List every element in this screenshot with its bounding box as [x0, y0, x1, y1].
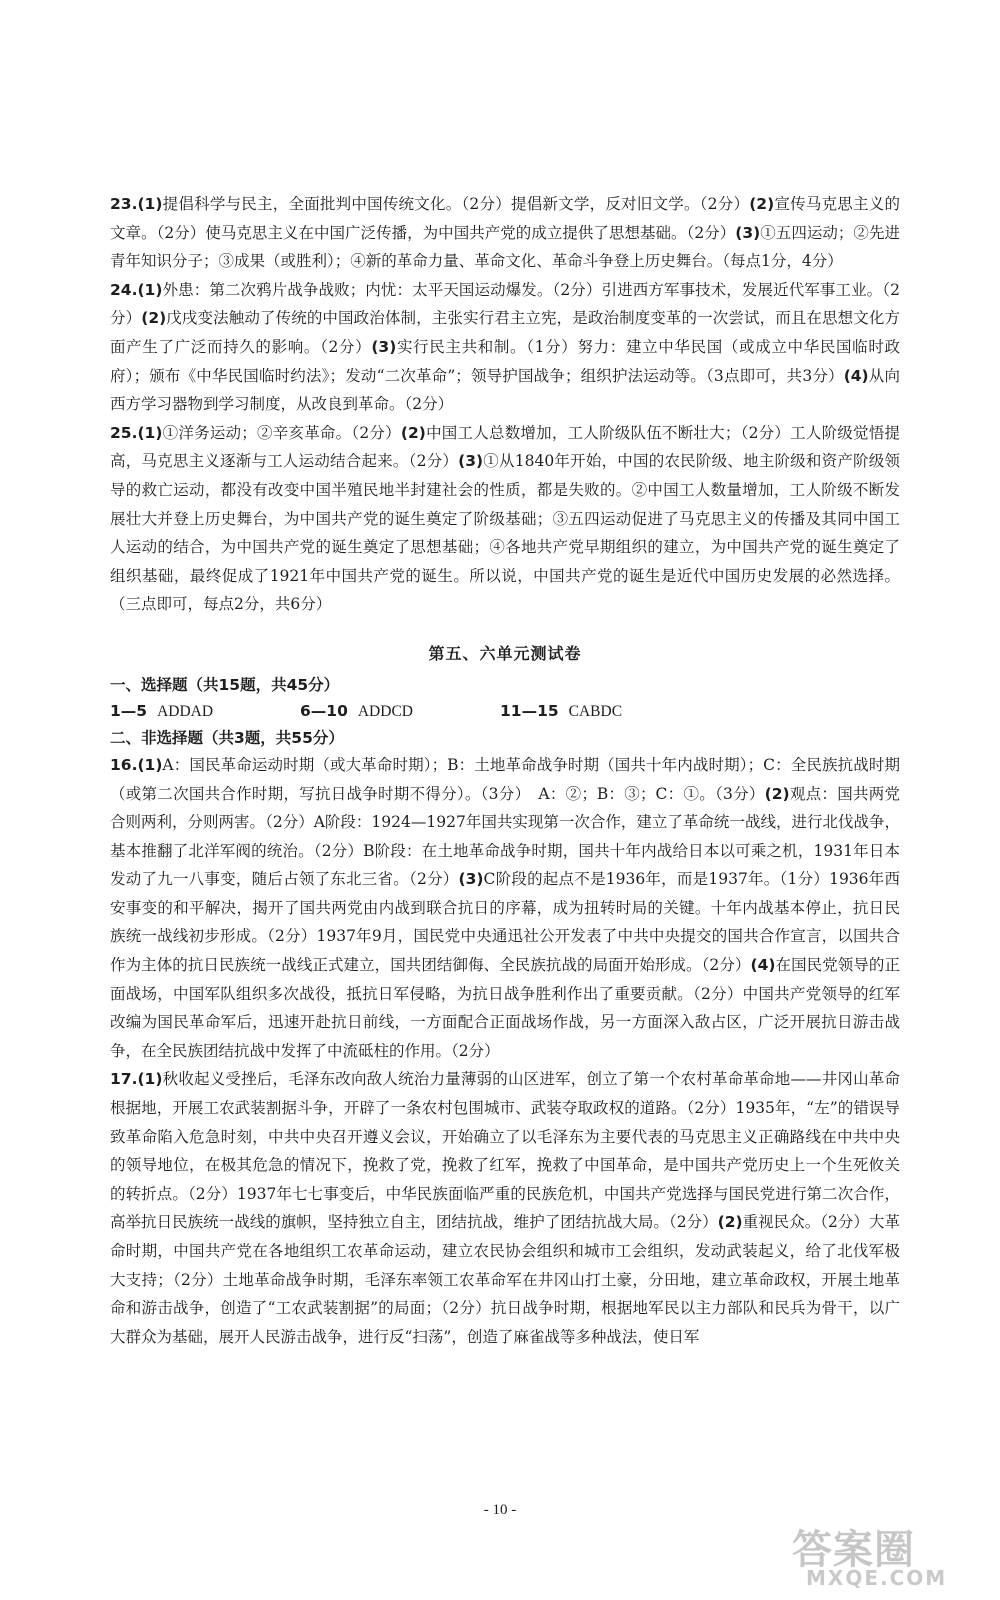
watermark-url: MXQE.COM [806, 1566, 948, 1590]
question-number: 24. [110, 280, 138, 299]
question-number: 17. [110, 1070, 138, 1089]
question-23: 23.(1)提倡科学与民主，全面批判中国传统文化。（2分）提倡新文学，反对旧文学。（2分）(2)宣传马克思主义的文章。（2分）使马克思主义在中国广泛传播，为中国共产党的成立提供了思想基础。（2分）(3)①五四运动；②先进青年知识分子；③成果（或胜利）；④新的革命力量、革命文化、革命斗争登上历史舞台。（每点1分，4分） [110, 195, 900, 271]
question-16: 16.(1)A：国民革命运动时期（或大革命时期）；B：土地革命战争时期（国共十年内战时期）；C：全民族抗战时期（或第二次国共合作时期，写抗日战争时期不得分）。（3分） A：②；B：③；C：①。（3分）(2)观点：国共两党合则两利，分则两害。（2分）A阶段：1924—1927年国共实现第一次合作，建立了革命统一战线，进行北伐战争，基本推翻了北洋军阀的统治。（2分）B阶段：在土地革命战争时期，国共十年内战给日本以可乘之机，1931年日本发动了九一八事变，随后占领了东北三省。（2分）(3)C阶段的起点不是1936年，而是1937年。（1分）1936年西安事变的和平解决，揭开了国共两党由内战到联合抗日的序幕，成为扭转时局的关键。十年内战基本停止，抗日民族统一战线初步形成。（2分）1937年9月，国民党中央通迅社公开发表了中共中央提交的国共合作宣言，以国共合作为主体的抗日民族统一战线正式建立，国共团结御侮、全民族抗战的局面开始形成。（2分）(4)在国民党领导的正面战场，中国军队组织多次战役，抵抗日军侵略，为抗日战争胜利作出了重要贡献。（2分）中国共产党领导的红军改编为国民革命军后，迅速开赴抗日前线，一方面配合正面战场作战，另一方面深入敌占区，广泛开展抗日游击战争，在全民族团结抗战中发挥了中流砥柱的作用。（2分） [110, 755, 900, 1060]
question-number: 23. [110, 195, 138, 213]
part2-heading: 二、非选择题（共3题，共55分） [110, 728, 344, 747]
answer-group: 1—5 ADDAD [110, 701, 214, 720]
question-number: 16. [110, 755, 138, 774]
question-24: 24.(1)外患：第二次鸦片战争战败；内忧：太平天国运动爆发。（2分）引进西方军事技术，发展近代军事工业。（2分）(2)戊戌变法触动了传统的中国政治体制，主张实行君主立宪，是政治制度变革的一次尝试，而且在思想文化方面产生了广泛而持久的影响。（2分）(3)实行民主共和制。（1分）努力：建立中华民国（或成立中华民国临时政府）；颁布《中华民国临时约法》；发动“二次革命”；领导护国战争；组织护法运动等。（3点即可，共3分）(4)从向西方学习器物到学习制度，从改良到革命。（2分） [110, 280, 900, 414]
answer-group: 6—10 ADDCD [300, 701, 413, 720]
section-title: 第五、六单元测试卷 [428, 643, 582, 663]
question-25: 25.(1)①洋务运动；②辛亥革命。（2分）(2)中国工人总数增加，工人阶级队伍不断壮大；（2分）工人阶级觉悟提高，马克思主义逐渐与工人运动结合起来。（2分）(3)①从1840年开始，中国的农民阶级、地主阶级和资产阶级领导的救亡运动，都没有改变中国半殖民地半封建社会的性质，都是失败的。②中国工人数量增加，工人阶级不断发展壮大并登上历史舞台，为中国共产党的诞生奠定了阶级基础；③五四运动促进了马克思主义的传播及其同中国工人运动的结合，为中国共产党的诞生奠定了思想基础；④各地共产党早期组织的建立，为中国共产党的诞生奠定了组织基础，最终促成了1921年中国共产党的诞生。所以说，中国共产党的诞生是近代中国历史发展的必然选择。（三点即可，每点2分，共6分） [110, 423, 900, 614]
answer-page [110, 190, 900, 1351]
watermark-logo: 答案圈 [792, 1527, 915, 1573]
page-number: - 10 - [483, 1502, 517, 1518]
part1-heading: 一、选择题（共15题，共45分） [110, 675, 340, 694]
choice-answers [110, 698, 900, 725]
question-17: 17.(1)秋收起义受挫后，毛泽东改向敌人统治力量薄弱的山区进军，创立了第一个农村革命革命地——井冈山革命根据地，开展工农武装割据斗争，开辟了一条农村包围城市、武装夺取政权的道路。（2分）1935年，“左”的错误导致革命陷入危急时刻，中共中央召开遵义会议，开始确立了以毛泽东为主要代表的马克思主义正确路线在中共中央的领导地位，在极其危急的情况下，挽救了党，挽救了红军，挽救了中国革命，是中国共产党历史上一个生死攸关的转折点。（2分）1937年七七事变后，中华民族面临严重的民族危机，中国共产党选择与国民党进行第二次合作，高举抗日民族统一战线的旗帜，坚持独立自主，团结抗战，维护了团结抗战大局。（2分）(2)重视民众。（2分）大革命时期，中国共产党在各地组织工农革命运动，建立农民协会组织和城市工会组织，发动武装起义，给了北伐军极大支持；（2分）土地革命战争时期，毛泽东率领工农革命军在井冈山打土豪，分田地，建立革命政权，开展土地革命和游击战争，创造了“工农武装割据”的局面；（2分）抗日战争时期，根据地军民以主力部队和民兵为骨干，以广大群众为基础，展开人民游击战争，进行反“扫荡”，创造了麻雀战等多种战法，使日军 [110, 1070, 900, 1346]
question-number: 25. [110, 423, 138, 442]
answer-group: 11—15 CABDC [500, 701, 623, 720]
